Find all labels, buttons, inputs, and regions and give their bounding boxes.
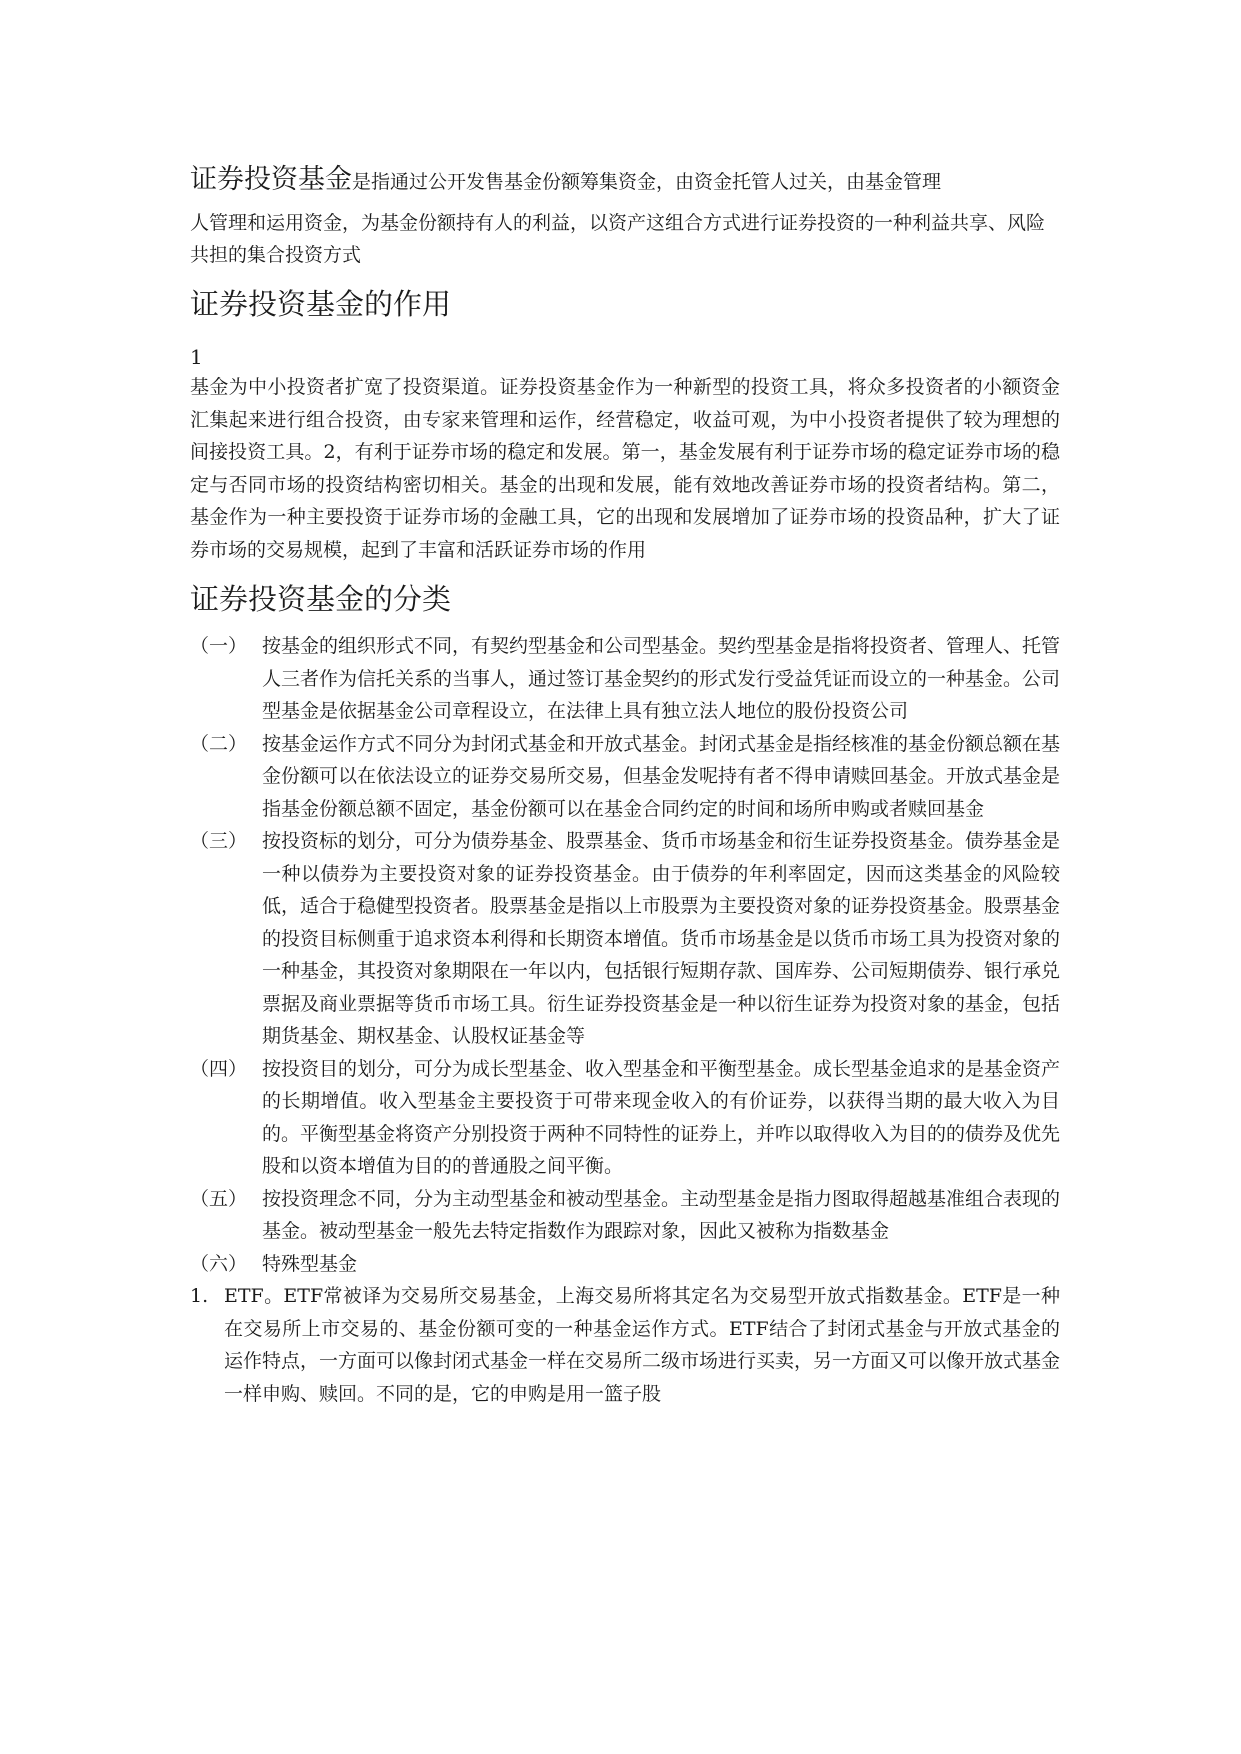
list-marker: （六）	[190, 1252, 248, 1275]
intro-rest: 人管理和运用资金，为基金份额持有人的利益，以资产这组合方式进行证券投资的一种利益共享、风险共担的集合投资方式	[190, 212, 1046, 266]
list-item-text: 按基金的组织形式不同，有契约型基金和公司型基金。契约型基金是指将投资者、管理人、托管人三者作为信托关系的当事人，通过签订基金契约的形式发行受益凭证而设立的一种基金。公司型基金是依据基金公司章程设立，在法律上具有独立法人地位的股份投资公司	[262, 635, 1061, 722]
intro-lead-term: 证券投资基金	[190, 164, 352, 195]
classification-list	[190, 630, 1060, 1280]
list-item	[190, 1248, 1060, 1281]
list-item	[190, 825, 1060, 1053]
section-number: 1	[190, 345, 203, 369]
etf-list-item	[190, 1280, 1060, 1410]
list-item-text: 按基金运作方式不同分为封闭式基金和开放式基金。封闭式基金是指经核准的基金份额总额在基金份额可以在依法设立的证券交易所交易，但基金发呢持有者不得申请赎回基金。开放式基金是指基金份额总额不固定，基金份额可以在基金合同约定的时间和场所申购或者赎回基金	[262, 732, 1061, 820]
intro-paragraph	[190, 160, 1060, 271]
list-item	[190, 728, 1060, 826]
section-heading-role: 证券投资基金的作用	[190, 287, 452, 321]
list-item-text: 按投资标的划分，可分为债券基金、股票基金、货币市场基金和衍生证券投资基金。债券基金是一种以债券为主要投资对象的证券投资基金。由于债券的年利率固定，因而这类基金的风险较低，适合于稳健型投资者。股票基金是指以上市股票为主要投资对象的证券投资基金。股票基金的投资目标侧重于追求资本利得和长期资本增值。货币市场基金是以货币市场工具为投资对象的一种基金，其投资对象期限在一年以内，包括银行短期存款、国库券、公司短期债券、银行承兑票据及商业票据等货币市场工具。衍生证券投资基金是一种以衍生证券为投资对象的基金，包括期货基金、期权基金、认股权证基金等	[262, 830, 1061, 1047]
role-paragraph: 基金为中小投资者扩宽了投资渠道。证券投资基金作为一种新型的投资工具，将众多投资者的小额资金汇集起来进行组合投资，由专家来管理和运作，经营稳定，收益可观，为中小投资者提供了较为理想的间接投资工具。2，有利于证券市场的稳定和发展。第一，基金发展有利于证券市场的稳定证券市场的稳定与否同市场的投资结构密切相关。基金的出现和发展，能有效地改善证券市场的投资者结构。第二，基金作为一种主要投资于证券市场的金融工具，它的出现和发展增加了证券市场的投资品种，扩大了证券市场的交易规模，起到了丰富和活跃证券市场的作用	[190, 376, 1060, 561]
list-marker: 1.	[190, 1285, 209, 1307]
intro-first-line: 是指通过公开发售基金份额筹集资金，由资金托管人过关，由基金管理	[352, 171, 942, 193]
list-item	[190, 1183, 1060, 1248]
list-marker: （三）	[190, 830, 248, 852]
list-item	[190, 630, 1060, 728]
list-marker: （五）	[190, 1187, 248, 1210]
etf-text: ETF。ETF常被译为交易所交易基金，上海交易所将其定名为交易型开放式指数基金。ETF是一种在交易所上市交易的、基金份额可变的一种基金运作方式。ETF结合了封闭式基金与开放式基金的运作特点，一方面可以像封闭式基金一样在交易所二级市场进行买卖，另一方面又可以像开放式基金一样申购、赎回。不同的是，它的申购是用一篮子股	[224, 1285, 1061, 1405]
list-marker: （四）	[190, 1057, 248, 1080]
document-page	[190, 160, 1060, 1410]
section-heading-classification: 证券投资基金的分类	[190, 582, 452, 616]
list-item-text: 特殊型基金	[262, 1252, 358, 1275]
list-marker: （二）	[190, 732, 248, 755]
list-item	[190, 1053, 1060, 1183]
list-item-text: 按投资目的划分，可分为成长型基金、收入型基金和平衡型基金。成长型基金追求的是基金资产的长期增值。收入型基金主要投资于可带来现金收入的有价证券，以获得当期的最大收入为目的。平衡型基金将资产分别投资于两种不同特性的证券上，并咋以取得收入为目的的债券及优先股和以资本增值为目的的普通股之间平衡。	[262, 1057, 1061, 1177]
list-marker: （一）	[190, 635, 248, 657]
list-item-text: 按投资理念不同，分为主动型基金和被动型基金。主动型基金是指力图取得超越基准组合表现的基金。被动型基金一般先去特定指数作为跟踪对象，因此又被称为指数基金	[262, 1187, 1061, 1242]
